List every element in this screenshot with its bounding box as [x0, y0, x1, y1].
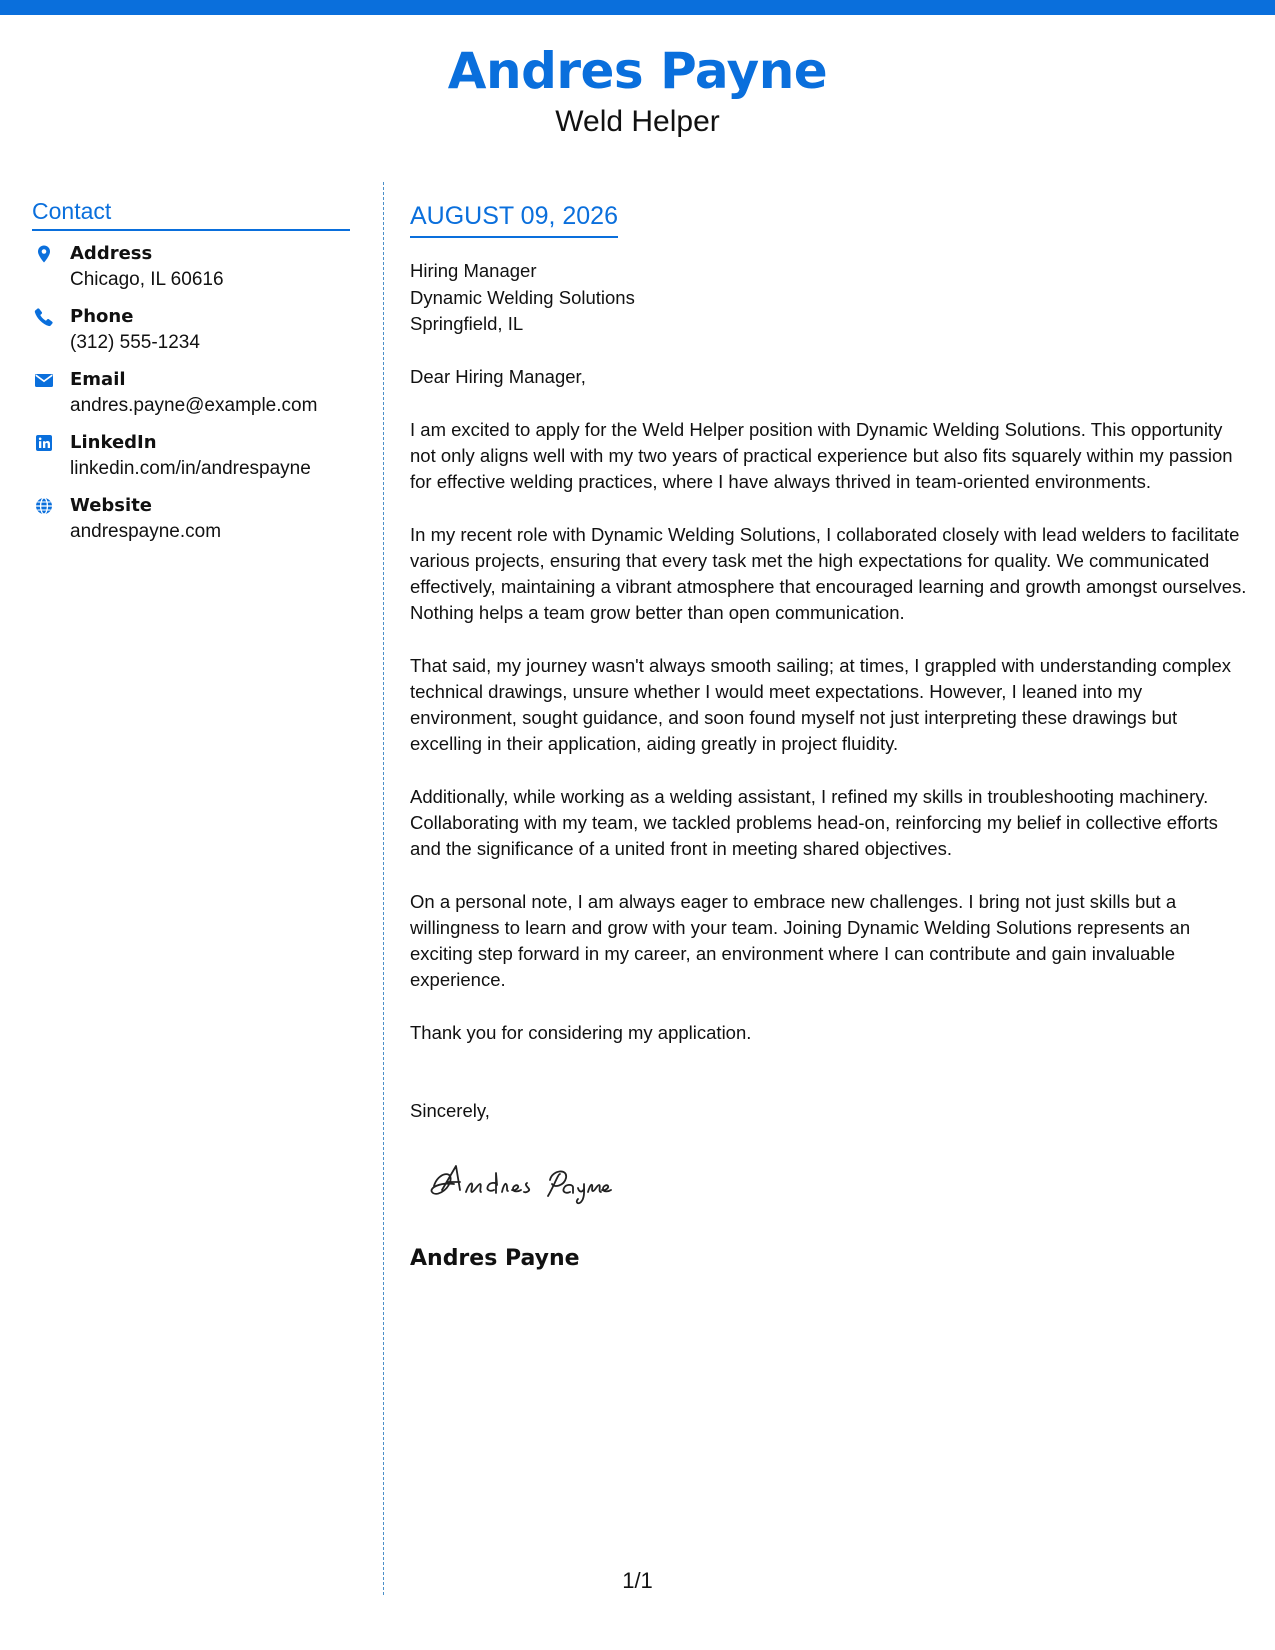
email-icon — [34, 370, 54, 390]
contact-label: Email — [70, 369, 126, 390]
body-paragraph: In my recent role with Dynamic Welding Solutions, I collaborated closely with lead welders to facilitate various projects, ensuring that every task met the high expectations for quality. We communicated effectively, maintaining a vibrant atmosphere that encouraged learning and growth amongst ourselves. Nothing helps a team grow better than open communication. — [410, 523, 1247, 623]
contact-label: LinkedIn — [70, 432, 157, 453]
contact-value: andres.payne@example.com — [70, 395, 318, 416]
contact-item-address — [32, 241, 350, 304]
contact-label: Website — [70, 495, 153, 516]
contact-heading: Contact — [32, 196, 350, 231]
contact-value: (312) 555-1234 — [70, 332, 200, 353]
contact-sidebar — [32, 196, 350, 556]
letter-body — [410, 200, 1250, 1273]
contact-item-website — [32, 493, 350, 556]
letter-header — [0, 40, 1275, 140]
contact-list — [32, 241, 350, 556]
linkedin-icon — [34, 433, 54, 453]
recipient-company: Dynamic Welding Solutions — [410, 286, 635, 308]
recipient-location: Springfield, IL — [410, 313, 524, 334]
contact-item-linkedin — [32, 430, 350, 493]
body-paragraph: I am excited to apply for the Weld Helper position with Dynamic Welding Solutions. This opportunity not only aligns well with my two years of practical experience but also fits squarely within my passion for effective welding practices, where I have always thrived in team-oriented environments. — [410, 418, 1233, 492]
contact-value: linkedin.com/in/andrespayne — [70, 458, 311, 479]
recipient-block — [410, 258, 1250, 338]
contact-item-phone — [32, 304, 350, 367]
globe-icon — [34, 496, 54, 516]
body-paragraph: On a personal note, I am always eager to embrace new challenges. I bring not just skills but a willingness to learn and grow with your team. Joining Dynamic Welding Solutions represents an exciting step forward in my career, an environment where I can contribute and gain invaluable experience. — [410, 890, 1191, 990]
contact-value: Chicago, IL 60616 — [70, 269, 224, 290]
thank-you-line: Thank you for considering my application. — [410, 1021, 752, 1043]
recipient-title: Hiring Manager — [410, 260, 537, 281]
handwritten-signature — [420, 1152, 670, 1212]
closing: Sincerely, — [410, 1099, 490, 1121]
contact-item-email — [32, 367, 350, 430]
job-title: Weld Helper — [555, 105, 720, 138]
applicant-name: Andres Payne — [447, 42, 828, 100]
contact-label: Phone — [70, 306, 134, 327]
page-number: 1/1 — [622, 1568, 653, 1593]
location-pin-icon — [34, 244, 54, 264]
body-paragraph: That said, my journey wasn't always smooth sailing; at times, I grappled with understanding complex technical drawings, unsure whether I would meet expectations. However, I leaned into my environment, sought guidance, and soon found myself not just interpreting these drawings but excelling in their application, aiding greatly in project fluidity. — [410, 654, 1232, 754]
phone-icon — [34, 307, 54, 327]
body-paragraph: Additionally, while working as a welding assistant, I refined my skills in troubleshooting machinery. Collaborating with my team, we tackled problems head-on, reinforcing my belief in collective efforts and the significance of a united front in meeting shared objectives. — [410, 785, 1218, 859]
top-accent-bar — [0, 0, 1275, 15]
contact-label: Address — [70, 243, 153, 264]
column-divider — [383, 182, 384, 1595]
contact-value: andrespayne.com — [70, 521, 222, 542]
letter-date: AUGUST 09, 2026 — [410, 200, 618, 238]
greeting: Dear Hiring Manager, — [410, 365, 586, 387]
signer-name: Andres Payne — [410, 1245, 580, 1271]
